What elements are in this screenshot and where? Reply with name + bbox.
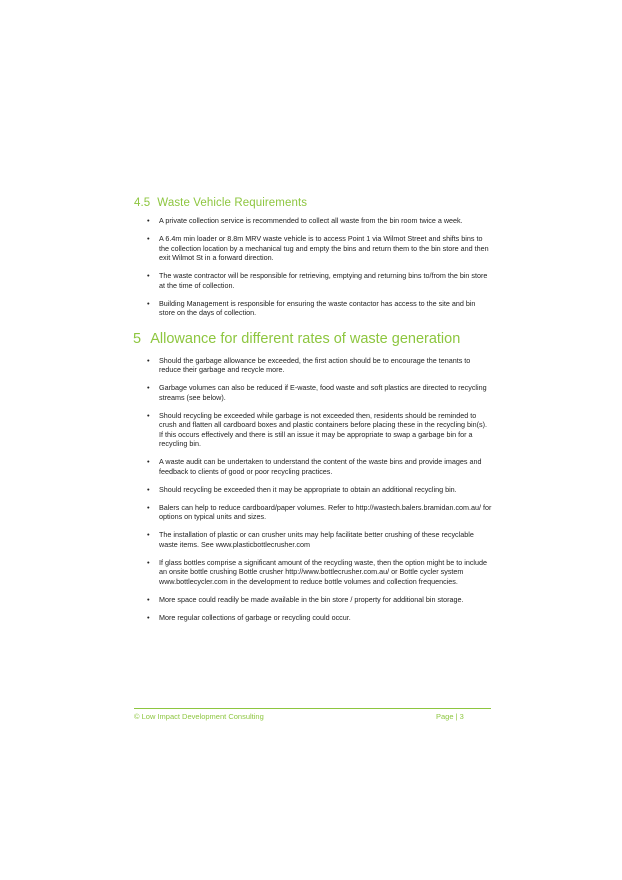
section-4-5-list <box>134 216 492 318</box>
bullet-icon: • <box>147 216 150 225</box>
list-item: • Should recycling be exceeded then it may be appropriate to obtain an additional recycling bin. <box>147 484 457 494</box>
bullet-icon: • <box>147 234 150 243</box>
bullet-icon: • <box>147 410 150 420</box>
list-item: • Should recycling be exceeded while garbage is not exceeded then, residents should be reminded to crush and flatten all cardboard boxes and plastic containers before placing these in the recycling bin(s). If this occurs effectively and there is still an issue it may be appropriate to swap a garbage bin for a recycling bin. <box>147 410 488 448</box>
bullet-icon: • <box>147 271 150 280</box>
section-4-5-number: 4.5 <box>134 197 151 209</box>
bullet-icon: • <box>147 355 150 365</box>
bullet-icon: • <box>147 484 150 494</box>
list-item: • Garbage volumes can also be reduced if E-waste, food waste and soft plastics are directed to recycling streams (see below). <box>147 383 487 402</box>
bullet-icon: • <box>147 557 150 567</box>
list-item: • A 6.4m min loader or 8.8m MRV waste vehicle is to access Point 1 via Wilmot Street and shifts bins to the collection location by a mechanical tug and empty the bins and return them to the bin store and then exit Wilmot St in a forward direction. <box>147 234 489 262</box>
section-5-heading <box>133 330 492 348</box>
bullet-icon: • <box>147 594 150 604</box>
page-content <box>134 196 492 631</box>
section-5-number: 5 <box>133 330 142 347</box>
section-5-title: Allowance for different rates of waste generation <box>150 330 461 347</box>
list-item: • If glass bottles comprise a significant amount of the recycling waste, then the option might be to include an onsite bottle crushing Bottle crusher http://www.bottlecrusher.com.au/ or Bottle cycler system www.bottlecycler.com in the development to reduce bottle volumes and collection frequencies. <box>147 557 488 586</box>
section-4-5-title: Waste Vehicle Requirements <box>157 197 308 209</box>
list-item: • The waste contractor will be responsible for retrieving, emptying and returning bins to/from the bin store at the time of collection. <box>147 271 488 290</box>
section-4-5-heading <box>134 196 492 210</box>
list-item: • A waste audit can be undertaken to understand the content of the waste bins and provide images and feedback to clients of good or poor recycling practices. <box>147 457 482 476</box>
list-item: • Should the garbage allowance be exceeded, the first action should be to encourage the tenants to reduce their garbage and recycle more. <box>147 355 471 374</box>
section-5-list <box>134 356 492 623</box>
list-item: • Balers can help to reduce cardboard/paper volumes. Refer to http://wastech.balers.bramidan.com.au/ for options on typical units and sizes. <box>147 502 492 521</box>
bullet-icon: • <box>147 298 150 308</box>
list-item: • Building Management is responsible for ensuring the waste contactor has access to the site and bin store on the days of collection. <box>147 298 476 317</box>
footer-page-number: Page | 3 <box>436 712 464 721</box>
bullet-icon: • <box>147 612 150 622</box>
footer-copyright: © Low Impact Development Consulting <box>134 712 264 721</box>
bullet-icon: • <box>147 457 150 466</box>
bullet-icon: • <box>147 383 150 392</box>
list-item: • More regular collections of garbage or recycling could occur. <box>147 612 351 622</box>
list-item: • A private collection service is recommended to collect all waste from the bin room twice a week. <box>147 216 463 225</box>
footer-divider <box>134 708 491 709</box>
list-item: • The installation of plastic or can crusher units may help facilitate better crushing of these recyclable waste items. See www.plasticbottlecrusher.com <box>147 530 474 549</box>
bullet-icon: • <box>147 530 150 539</box>
list-item: • More space could readily be made available in the bin store / property for additional bin storage. <box>147 594 464 604</box>
bullet-icon: • <box>147 502 150 512</box>
